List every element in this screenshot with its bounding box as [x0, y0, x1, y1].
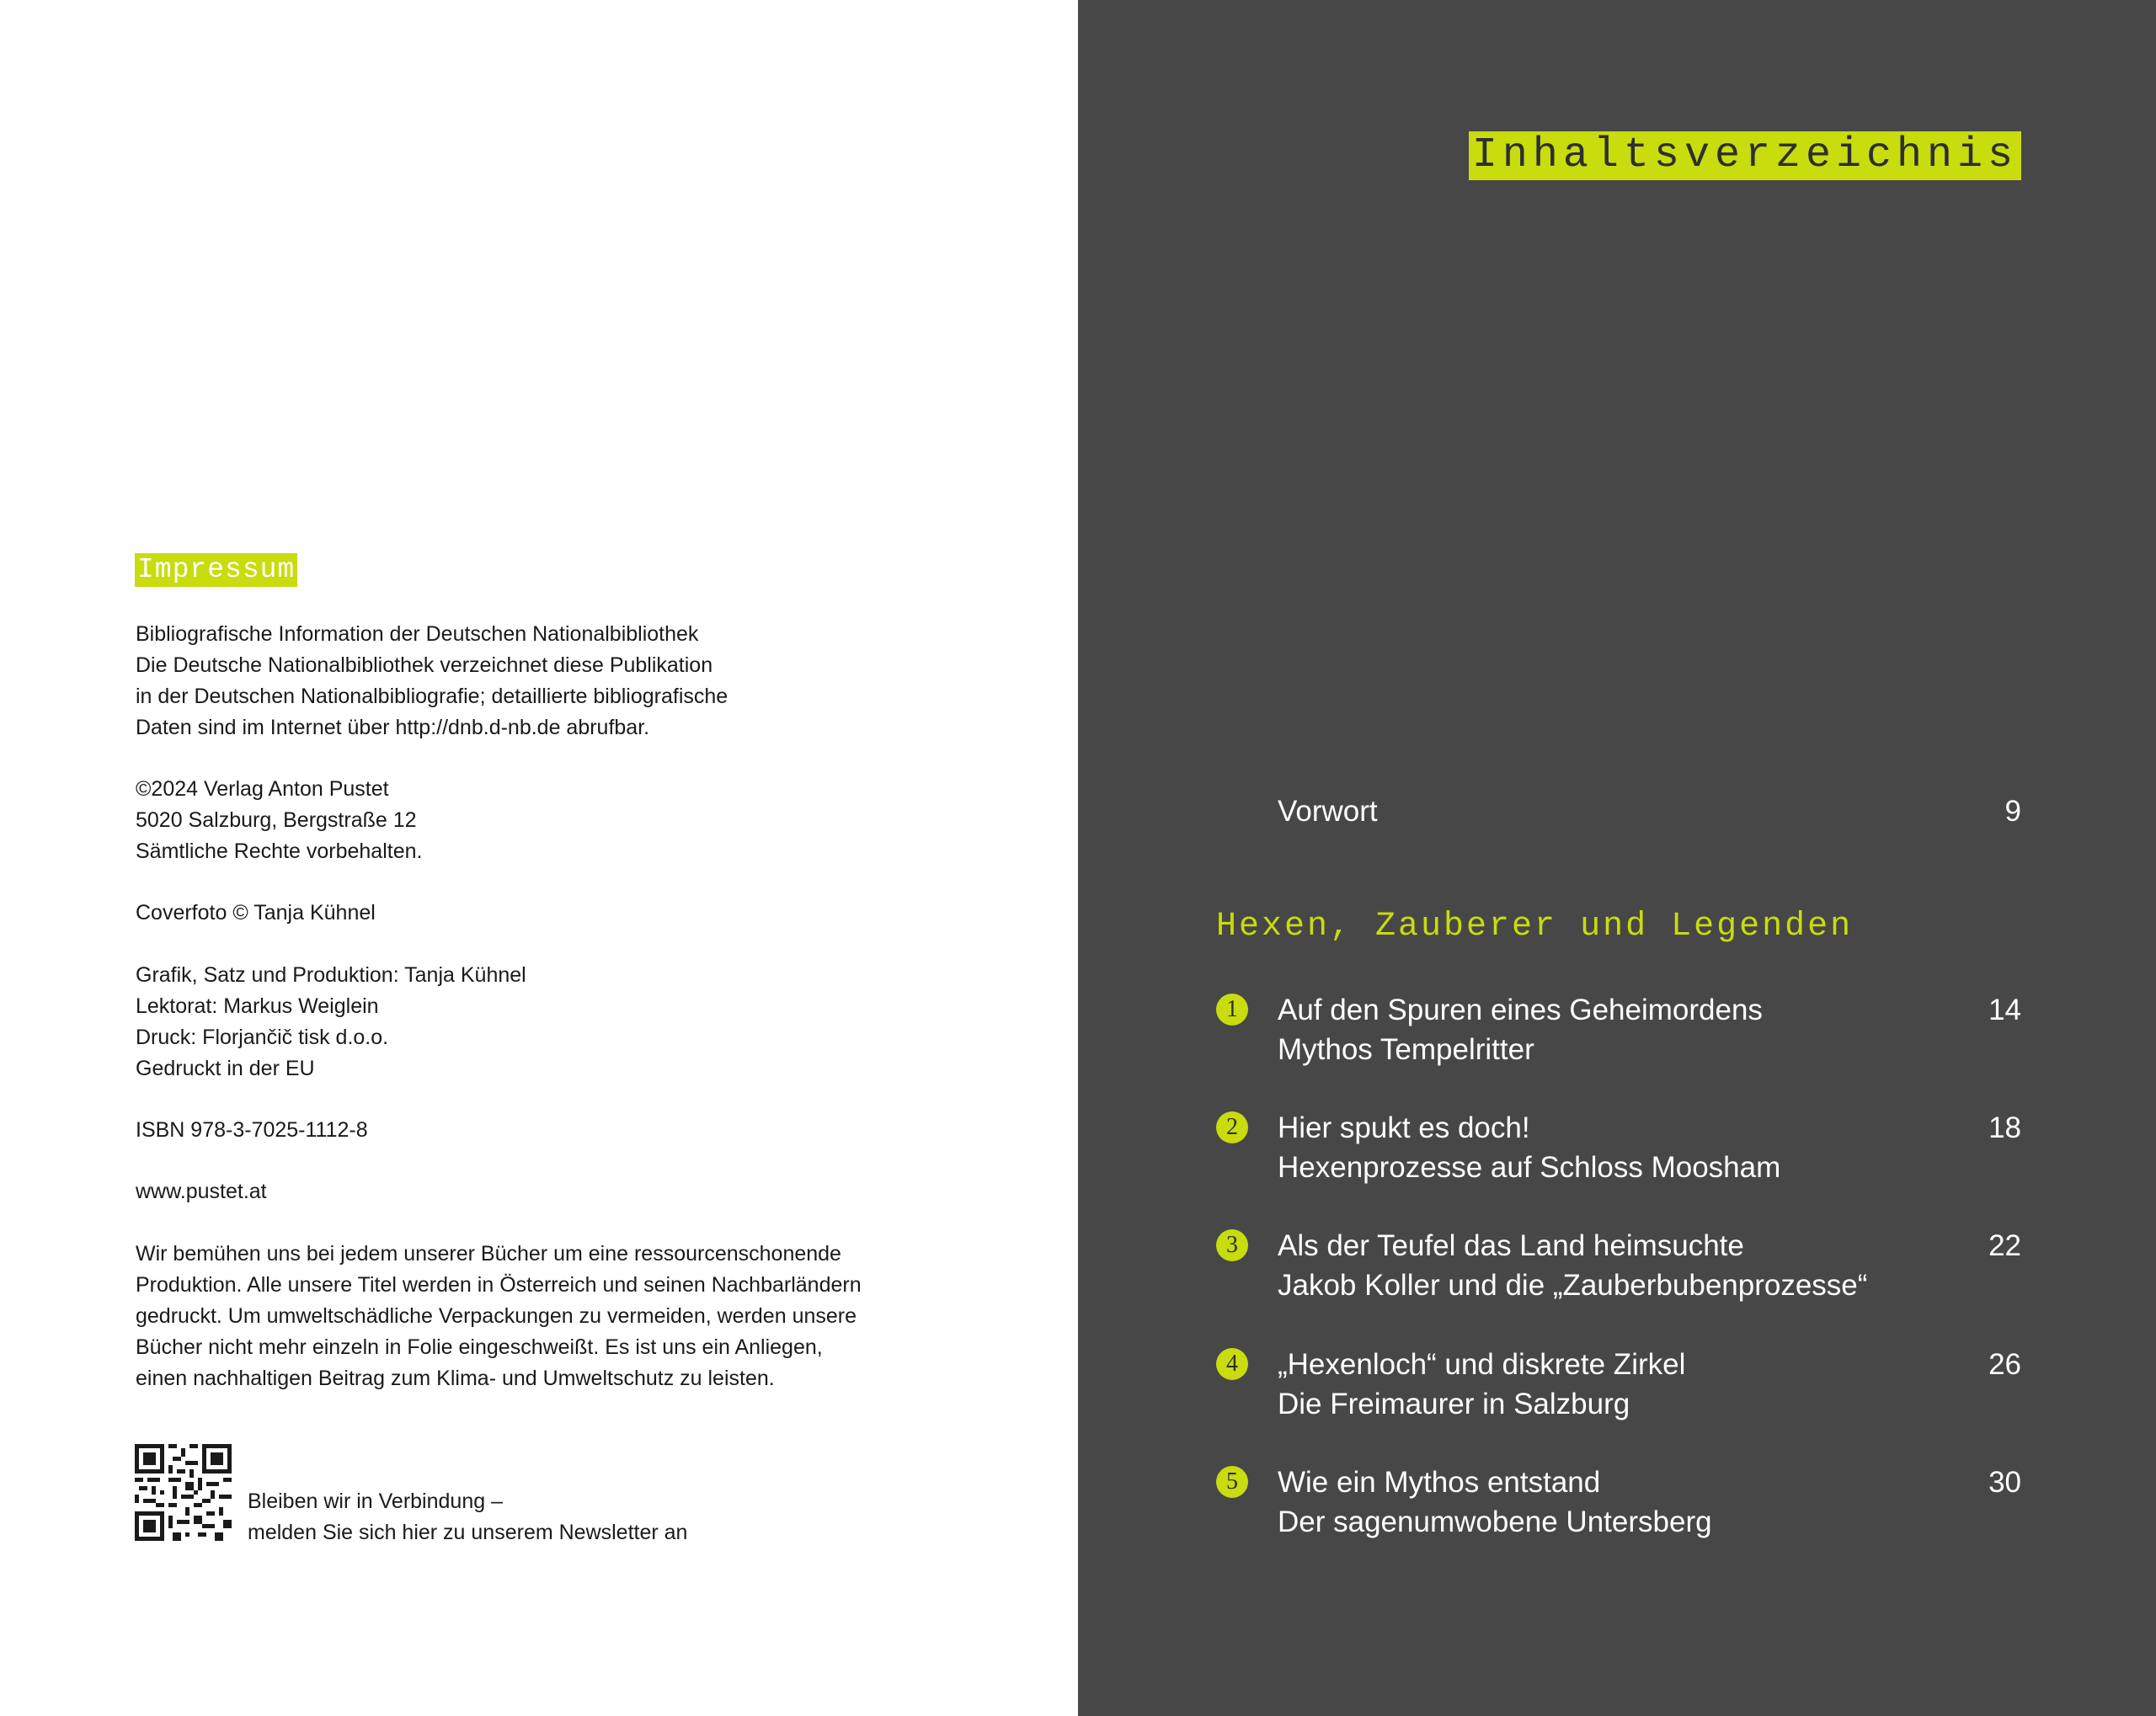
environment-note	[136, 1239, 862, 1394]
toc-entry-2[interactable]	[1216, 1108, 2021, 1192]
production-line: Lektorat: Markus Weiglein	[136, 994, 379, 1018]
toc-entry-page: 9	[2004, 795, 2021, 828]
toc-entry-title: Hier spukt es doch!	[1278, 1111, 1530, 1144]
publisher-line: ©2024 Verlag Anton Pustet	[136, 777, 389, 801]
environment-line: Bücher nicht mehr einzeln in Folie eingeschweißt. Es ist uns ein Anliegen,	[136, 1335, 823, 1359]
production-line: Gedruckt in der EU	[136, 1057, 315, 1080]
toc-heading: Inhaltsverzeichnis	[1469, 131, 2021, 180]
toc-entry-subtitle: Die Freimaurer in Salzburg	[1278, 1388, 1630, 1420]
toc-entry-subtitle: Jakob Koller und die „Zauberbubenprozesse“	[1278, 1269, 1868, 1302]
toc-entry-1[interactable]	[1216, 990, 2021, 1074]
bibliographic-info	[136, 619, 728, 743]
environment-line: einen nachhaltigen Beitrag zum Klima- und Umweltschutz zu leisten.	[136, 1367, 775, 1390]
toc-entry-4[interactable]	[1216, 1345, 2021, 1429]
toc-entry-page: 14	[1988, 994, 2021, 1026]
impressum-heading: Impressum	[135, 553, 297, 587]
chapter-number-badge: 5	[1216, 1466, 1248, 1498]
chapter-number-badge: 1	[1216, 994, 1248, 1026]
production-line: Grafik, Satz und Produktion: Tanja Kühnel	[136, 963, 526, 987]
toc-entry-page: 22	[1988, 1229, 2021, 1262]
environment-line: Wir bemühen uns bei jedem unserer Bücher um eine ressourcenschonende	[136, 1242, 841, 1266]
environment-line: Produktion. Alle unsere Titel werden in Österreich und seinen Nachbarländern	[136, 1273, 862, 1297]
publisher-info	[136, 774, 422, 867]
toc-entry-subtitle: Hexenprozesse auf Schloss Moosham	[1278, 1151, 1781, 1184]
toc-entry-title: Auf den Spuren eines Geheimordens	[1278, 994, 1763, 1026]
publisher-line: Sämtliche Rechte vorbehalten.	[136, 839, 423, 863]
toc-entry-page: 26	[1988, 1348, 2021, 1381]
toc-entry-page: 30	[1988, 1466, 2021, 1499]
chapter-number-badge: 2	[1216, 1111, 1248, 1143]
biblio-line: Daten sind im Internet über http://dnb.d-nb.de abrufbar.	[136, 716, 650, 739]
production-credits	[136, 960, 526, 1084]
production-line: Druck: Florjančič tisk d.o.o.	[136, 1026, 389, 1049]
isbn-line: ISBN 978-3-7025-1112-8	[136, 1118, 368, 1142]
newsletter-qr-code[interactable]	[135, 1444, 232, 1541]
toc-entry-page: 18	[1988, 1111, 2021, 1144]
chapter-number-badge: 4	[1216, 1348, 1248, 1380]
cover-credit	[136, 898, 376, 929]
toc-entry-vorwort[interactable]	[1278, 795, 2021, 832]
biblio-line: Bibliografische Information der Deutschen Nationalbibliothek	[136, 622, 699, 646]
newsletter-line: melden Sie sich hier zu unserem Newsletter an	[248, 1521, 688, 1544]
toc-entry-3[interactable]	[1216, 1226, 2021, 1310]
publisher-line: 5020 Salzburg, Bergstraße 12	[136, 808, 417, 832]
toc-entry-title: Als der Teufel das Land heimsuchte	[1278, 1229, 1744, 1262]
environment-line: gedruckt. Um umweltschädliche Verpackungen zu vermeiden, werden unsere	[136, 1304, 857, 1328]
isbn	[136, 1115, 368, 1146]
toc-entry-title: Wie ein Mythos entstand	[1278, 1466, 1601, 1499]
biblio-line: Die Deutsche Nationalbibliothek verzeichnet diese Publikation	[136, 653, 713, 677]
chapter-number-badge: 3	[1216, 1229, 1248, 1261]
toc-section-title: Hexen, Zauberer und Legenden	[1216, 908, 1854, 946]
website	[136, 1176, 267, 1207]
newsletter-note	[248, 1486, 687, 1548]
toc-entry-subtitle: Der sagenumwobene Untersberg	[1278, 1505, 1712, 1538]
newsletter-line: Bleiben wir in Verbindung –	[248, 1490, 503, 1513]
toc-entry-title: „Hexenloch“ und diskrete Zirkel	[1278, 1348, 1686, 1381]
toc-entry-5[interactable]	[1216, 1463, 2021, 1547]
biblio-line: in der Deutschen Nationalbibliografie; detaillierte bibliografische	[136, 685, 728, 708]
toc-entry-title: Vorwort	[1278, 795, 1378, 828]
toc-entry-subtitle: Mythos Tempelritter	[1278, 1033, 1534, 1066]
right-page-table-of-contents	[1078, 0, 2156, 1716]
website-link[interactable]: www.pustet.at	[136, 1180, 267, 1203]
cover-credit-line: Coverfoto © Tanja Kühnel	[136, 901, 376, 925]
